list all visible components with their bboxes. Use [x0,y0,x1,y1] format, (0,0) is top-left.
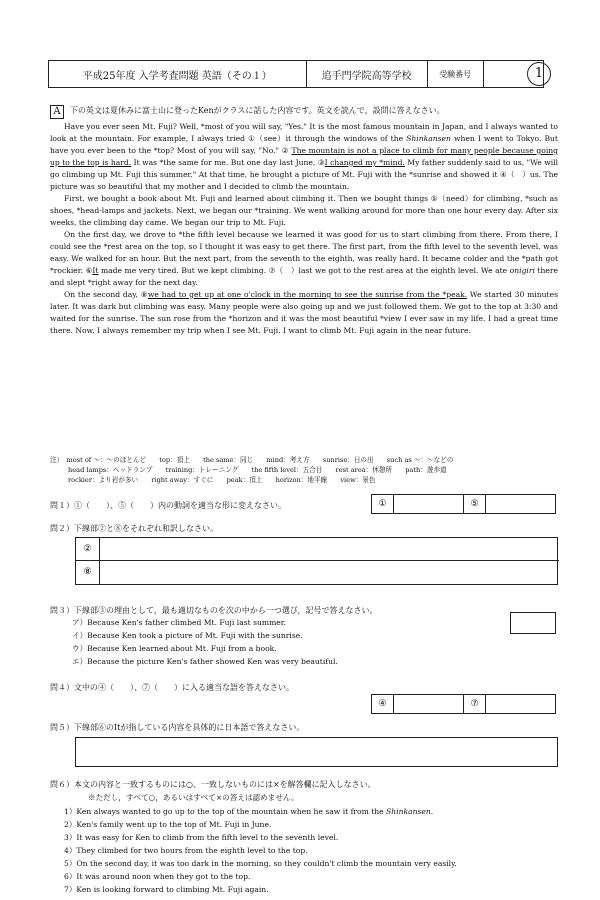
section-instruction: 下の英文は夏休みに富士山に登ったKenがクラスに話した内容です。英文を読んで，設問に答えなさい。 [70,106,445,115]
underline-3: I changed my *mind. [324,158,405,167]
header-table [48,60,556,88]
answer-field-4[interactable] [394,695,464,713]
answer-field-7[interactable] [486,695,555,713]
exam-number-label: 受験番号 [427,61,483,88]
statement-4: 4）They climbed for two hours from the eighth level to the top. [64,846,308,855]
statement-6: 6）It was around noon when they got to the top. [64,872,251,881]
section-mark: A [50,105,64,119]
glossary: 注） most of ～：～のほとんど top：頂上 the same：同じ mind：考え方 sunrise：日の出 such as ～：～などの head lamps：ヘッドランプ training：トレーニング the fifth level：五合目 rest area：休憩所 path：遊歩道 rockier：より岩が多い right away：すぐに peak：頂上 horizon：地平線 view：景色 [50,456,454,484]
option-b: イ）Because Ken took a picture of Mt. Fuji with the sunrise. [72,631,303,640]
question-6-note: ※ただし，すべて○，あるいはすべて×の答えは認めません。 [88,793,299,802]
answer-field-1[interactable] [394,495,464,513]
option-a: ア）Because Ken's father climbed Mt. Fuji last summer. [72,618,286,627]
exam-title: 平成25年度 入学考査問題 英語（その１） [49,61,307,88]
question-3: 問３）下線部③の理由として，最も適切なものを次の中から一つ選び，記号で答えなさい。 [50,606,378,615]
answer-box-q4: ④ ⑦ [371,694,556,714]
answer-grid-q6 [65,896,555,899]
underline-8: we had to get up at one o'clock in the morning to see the sunrise from the *peak. [147,290,468,299]
answer-field-2[interactable] [100,538,557,560]
question-2: 問２）下線部②と⑧をそれぞれ和訳しなさい。 [50,524,218,533]
answer-field-5[interactable] [486,495,555,513]
question-5: 問５）下線部⑥のItが指している内容を具体的に日本語で答えなさい。 [50,723,305,732]
answer-box-q2: ② ⑧ [75,537,558,585]
answer-box-q5[interactable] [75,737,558,767]
answer-field-8[interactable] [100,561,557,584]
answer-box-q3[interactable] [510,612,556,634]
paragraph-1: Have you ever seen Mt. Fuji? Well, *most of you will say, "Yes." It is the most famous mountain in Japan, and I always wanted to look at the mountain. For example, I always tried ①（see）it through the windows of the Shinkansen when I went to Tokyo. But have you ever been to the *top? Most of you will say, "No." ② The mountain is not a place to climb for many people because going up to the top is hard. It was *the same for me. But one day last June, ③I changed my *mind. My father suddenly said to us, "We will go climbing up Mt. Fuji this summer." At that time, he brought a picture of Mt. Fuji with the *sunrise and showed it ④（ ）us. The picture was so beautiful that my mother and I decided to climb the mountain. [50,122,558,191]
option-d: エ）Because the picture Ken's father showed Ken was very beautiful. [72,657,338,666]
question-6: 問６）本文の内容と一致するものには○、一致しないものには×を解答欄に記入しなさい。 [50,780,376,789]
statement-2: 2）Ken's family went up to the top of Mt. Fuji in June. [64,820,272,829]
statement-1: 1）Ken always wanted to go up to the top of the mountain when he saw it from the Shinkansen. [64,807,434,816]
answer-box-q1: ① ⑤ [371,494,556,514]
page-number: 1 [527,62,551,86]
school-name: 追手門学院高等学校 [306,61,427,88]
reading-passage [50,121,558,337]
question-4: 問４）文中の④（ ）、⑦（ ）に入る適当な語を答えなさい。 [50,683,294,692]
underline-2: The mountain is not a place to climb for many people because going up to the top is hard. [50,146,558,167]
statement-3: 3）It was easy for Ken to climb from the fifth level to the seventh level. [64,833,339,842]
option-c: ウ）Because Ken learned about Mt. Fuji from a book. [72,644,277,653]
paragraph-3: On the first day, we drove to *the fifth level because we learned it was good for us to start climbing from there. From there, I could see the *rest area on the top, so I thought it was easy to get there. The first part, from the fifth level to the seventh level, was easy. We walked for an hour. But the next part, from the seventh to the eighth, was really hard. It became colder and the *path got *rockier. ⑥It made me very tired. But we kept climbing. ⑦（ ）last we got to the rest area at the eighth level. We ate onigiri there and slept *right away for the next day. [50,230,558,287]
paragraph-4: On the second day, ⑧we had to get up at one o'clock in the morning to see the sunrise from the *peak. We started 30 minutes later. It was dark but climbing was easy. Many people were also going up and we just followed them. We got to the top at 3:30 and waited for the sunrise. The sun rose from the *horizon and it was the most beautiful *view I ever saw in my life. I had a great time there. Now, I always remember my trip when I see Mt. Fuji. I want to climb Mt. Fuji again in the near future. [50,290,558,335]
underline-6: It [92,266,99,275]
statement-5: 5）On the second day, it was too dark in the morning, so they couldn't climb the mountain very easily. [64,859,457,868]
paragraph-2: First, we bought a book about Mt. Fuji and learned about climbing it. Then we bought things ⑤（need）for climbing, *such as shoes, *head-lamps and jackets. Next, we began our *training. We went walking around for more than one hour every day. After six weeks, the climbing day came. We began our trip to Mt. Fuji. [50,194,558,227]
question-1: 問１）①（ ）、⑤（ ）内の動詞を適当な形に変えなさい。 [50,501,286,510]
statement-7: 7）Ken is looking forward to climbing Mt. Fuji again. [64,885,269,894]
